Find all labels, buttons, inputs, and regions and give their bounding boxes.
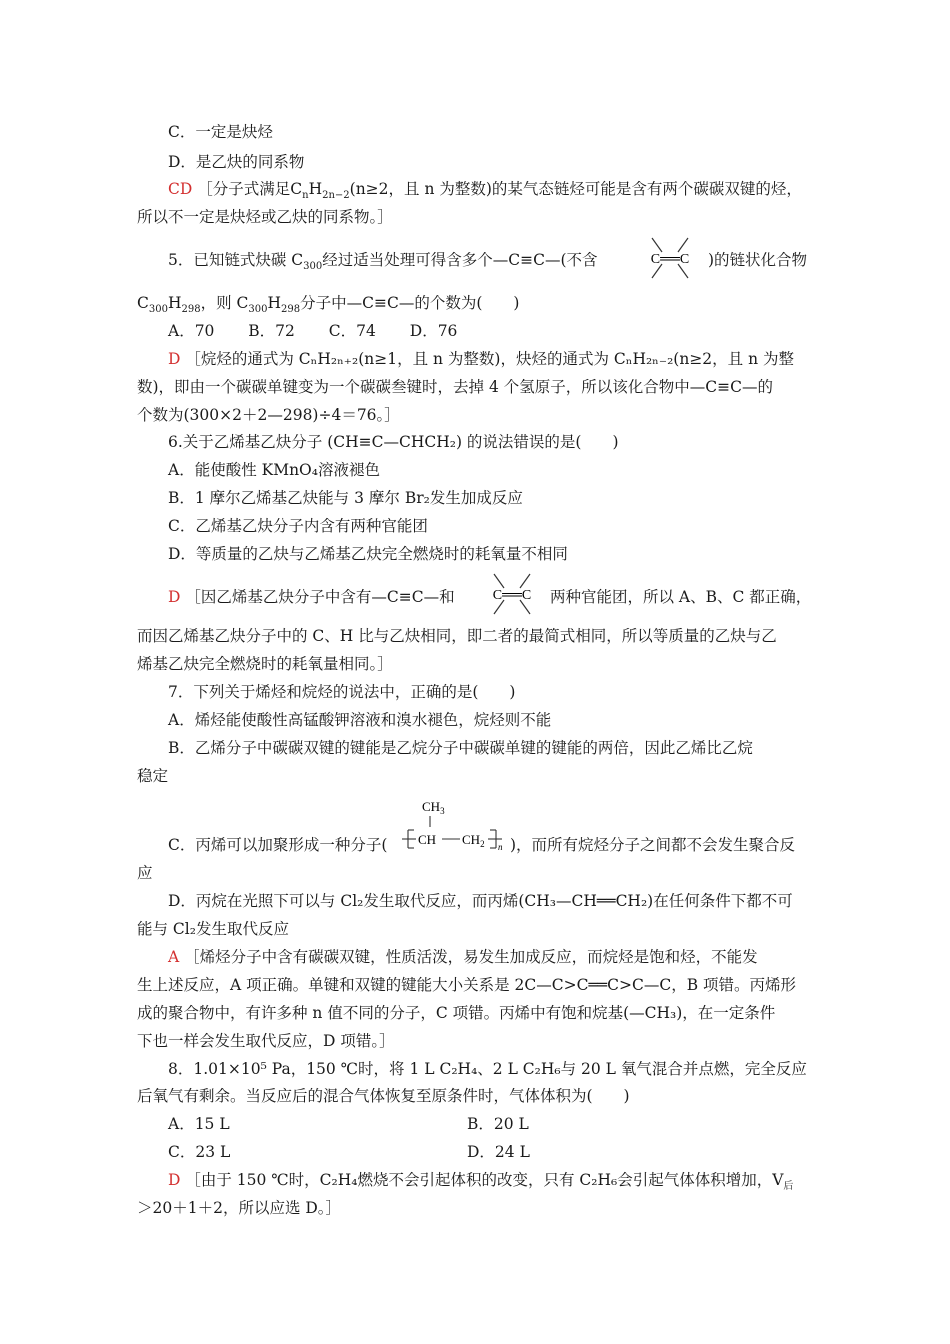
poly-ch-label: CH	[418, 832, 437, 847]
q5-answer: D	[168, 350, 181, 368]
q5-stem-line1: 5．已知链式炔碳 $C_{300}$经过适当处理可得含多个—C≡C—(不含	[168, 251, 598, 273]
polypropylene-structure	[402, 794, 514, 858]
q7-option-c-line1b: )，而所有烷烃分子之间都不会发生聚合反	[510, 836, 796, 854]
q7-answer: A	[168, 948, 180, 966]
svg-text:C══C: C══C	[492, 588, 532, 603]
q6-explanation-line3: 烯基乙炔完全燃烧时的耗氧量相同。］	[137, 655, 393, 673]
q6-option-b: B．1 摩尔乙烯基乙炔能与 3 摩尔 Br₂发生加成反应	[168, 489, 523, 507]
q5-alkene-structure	[632, 232, 708, 284]
q7-stem: 7．下列关于烯烃和烷烃的说法中，正确的是( )	[168, 683, 516, 701]
q5-option-c: C．74	[328, 322, 376, 340]
q5-option-a: A．70	[168, 322, 215, 340]
q8-explanation-line1: D ［由于 150 ℃时，C₂H₄燃烧不会引起体积的改变，只有 C₂H₆会引起气体体积增加，$V_后$	[168, 1171, 794, 1193]
q4-option-c: C．一定是炔烃	[168, 123, 273, 141]
q5-options	[168, 320, 822, 342]
q6-explanation-line1-end: 两种官能团，所以 A、B、C 都正确，	[550, 588, 812, 606]
q7-option-a: A．烯烃能使酸性高锰酸钾溶液和溴水褪色，烷烃则不能	[168, 711, 552, 729]
q7-option-d-line2: 能与 Cl₂发生取代反应	[137, 920, 289, 938]
q6-explanation-line1: D ［因乙烯基乙炔分子中含有—C≡C—和	[168, 588, 455, 606]
q5-option-b: B．72	[248, 322, 295, 340]
ch3-label: $CH_3$	[422, 799, 445, 816]
q4-answer: CD	[168, 180, 193, 198]
q4-explanation-line2: 所以不一定是炔烃或乙炔的同系物。］	[137, 208, 393, 226]
q8-option-a: A．15 L	[168, 1115, 230, 1133]
q6-alkene-structure	[474, 568, 550, 620]
q5-stem-line2: $C_{300}H_{298}$，则 $C_{300}H_{298}$分子中—C≡C—的个数为( )	[137, 294, 520, 316]
q8-stem-line1: 8．1.01×10⁵ Pa，150 ℃时，将 1 L C₂H₄、2 L C₂H₆与 20 L 氧气混合并点燃，完全反应	[168, 1060, 807, 1078]
q7-explanation-line3: 成的聚合物中，有许多种 n 值不同的分子，C 项错。丙烯中有饱和烷基(—CH₃)，在一定条件	[137, 1004, 776, 1022]
q5-explanation-line3: 个数为(300×2＋2—298)÷4＝76。］	[137, 406, 400, 424]
q7-option-c-line1a: C．丙烯可以加聚形成一种分子(	[168, 836, 388, 854]
q8-option-c: C．23 L	[168, 1143, 231, 1161]
q6-explanation-line2: 而因乙烯基乙炔分子中的 C、H 比与乙炔相同，即二者的最简式相同，所以等质量的乙炔与乙	[137, 627, 777, 645]
q6-option-d: D．等质量的乙炔与乙烯基乙炔完全燃烧时的耗氧量不相同	[168, 545, 568, 563]
q8-explanation-line2: ＞20＋1＋2，所以应选 D。］	[137, 1199, 342, 1217]
q6-answer: D	[168, 588, 181, 606]
poly-n-label: n	[498, 842, 503, 852]
q7-explanation-line2: 生上述反应，A 项正确。单键和双键的键能大小关系是 2C—C>C══C>C—C，B 项错。丙烯形	[137, 976, 797, 994]
q8-answer: D	[168, 1171, 181, 1189]
q8-option-b: B．20 L	[467, 1115, 529, 1133]
q5-stem-line1-end: )的链状化合物	[708, 251, 808, 269]
q6-option-c: C．乙烯基乙炔分子内含有两种官能团	[168, 517, 428, 535]
q8-stem-line2: 后氧气有剩余。当反应后的混合气体恢复至原条件时，气体体积为( )	[137, 1087, 630, 1105]
q7-option-d-line1: D．丙烷在光照下可以与 Cl₂发生取代反应，而丙烯(CH₃—CH══CH₂)在任何条件下都不可	[168, 892, 793, 910]
q5-explanation-line1: D ［烷烃的通式为 CₙH₂ₙ₊₂(n≥1，且 n 为整数)，炔烃的通式为 CₙH₂ₙ₋₂(n≥2，且 n 为整	[168, 350, 795, 368]
q8-option-d: D．24 L	[467, 1143, 530, 1161]
q7-explanation-line4: 下也一样会发生取代反应，D 项错。］	[137, 1032, 395, 1050]
q5-option-d: D．76	[409, 322, 458, 340]
q7-option-b-line1: B．乙烯分子中碳碳双键的键能是乙烷分子中碳碳单键的键能的两倍，因此乙烯比乙烷	[168, 739, 753, 757]
q6-stem: 6.关于乙烯基乙炔分子 (CH≡C—CHCH₂) 的说法错误的是( )	[168, 433, 619, 451]
q7-explanation-line1: A ［烯烃分子中含有碳碳双键，性质活泼，易发生加成反应，而烷烃是饱和烃，不能发	[168, 948, 758, 966]
poly-ch2-label: $CH_2$	[462, 832, 485, 849]
q7-option-c-line2: 应	[137, 864, 153, 882]
q4-option-d: D．是乙炔的同系物	[168, 153, 305, 171]
q4-explanation-line1: CD ［分子式满足$C_nH_{2n-2}(n\ge 2$，且 n 为整数)的某气态链烃可能是含有两个碳碳双键的烃，	[168, 180, 802, 202]
q7-option-b-line2: 稳定	[137, 767, 169, 785]
alkene-label: C══C	[650, 252, 690, 267]
q6-option-a: A．能使酸性 KMnO₄溶液褪色	[168, 461, 380, 479]
q5-explanation-line2: 数)，即由一个碳碳单键变为一个碳碳叁键时，去掉 4 个氢原子，所以该化合物中—C≡C—的	[137, 378, 773, 396]
